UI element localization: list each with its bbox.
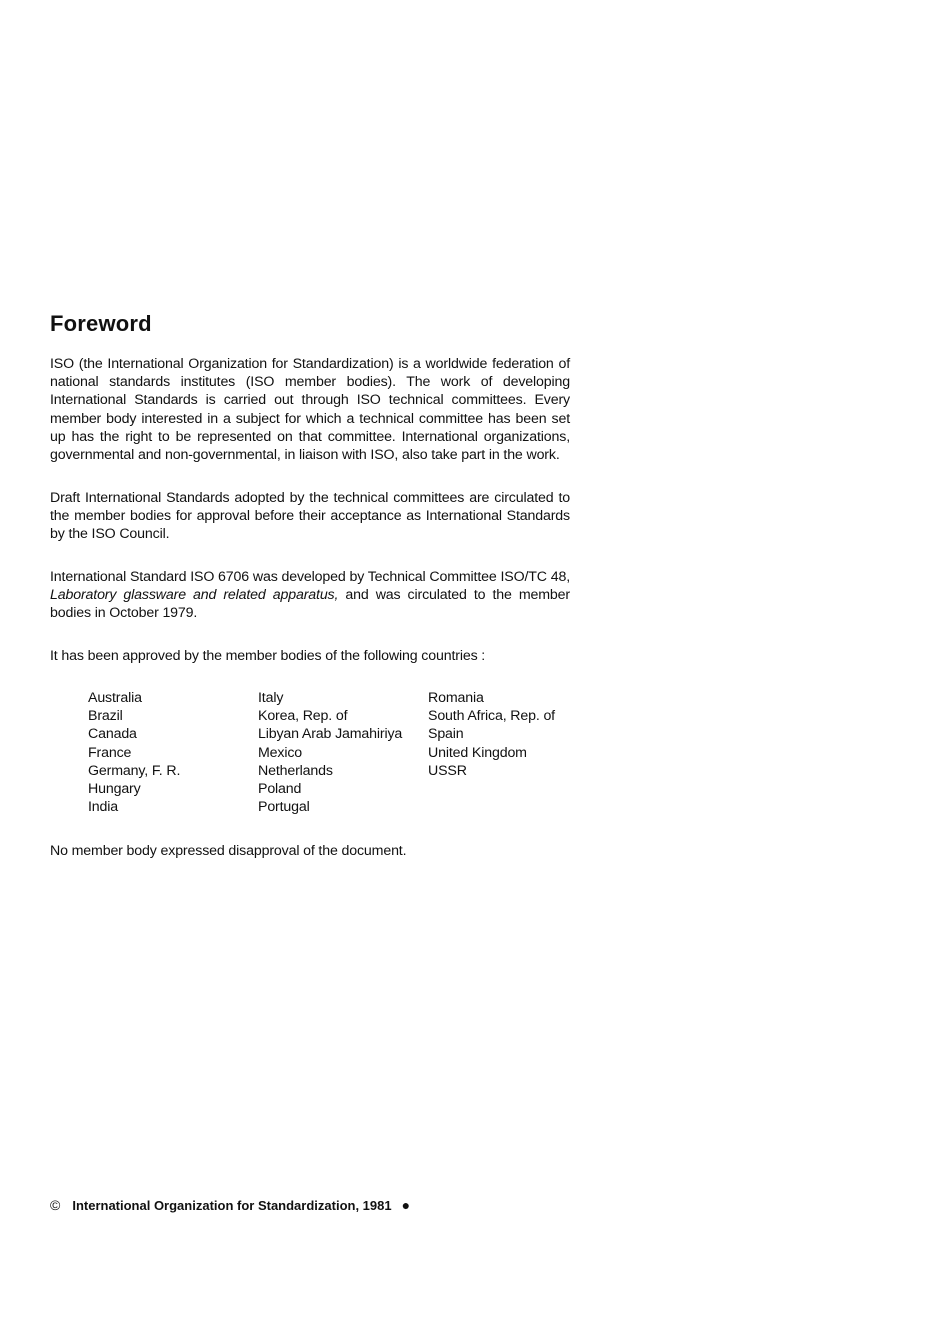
country-item: India	[88, 799, 119, 816]
country-item: Netherlands	[258, 762, 333, 779]
paragraph-standard-development-end: and was circulated to the member bodies in October 1979.	[50, 587, 570, 622]
copyright-text: International Organization for Standardization, 1981	[72, 1198, 392, 1213]
country-item: USSR	[428, 762, 467, 779]
country-item: Canada	[88, 726, 137, 743]
country-item: Korea, Rep. of	[258, 708, 348, 725]
paragraph-standard-development-start: International Standard ISO 6706 was developed by Technical Committee ISO/TC 48,	[50, 569, 570, 585]
paragraph-draft-standards: Draft International Standards adopted by the technical committees are circulated to the member bodies for approval before their acceptance as International Standards by the ISO Council.	[50, 490, 570, 543]
country-column-2	[258, 689, 402, 816]
copyright-symbol: ©	[50, 1197, 61, 1213]
committee-subject-italic: Laboratory glassware and related apparatus,	[50, 587, 339, 604]
country-item: Romania	[428, 690, 484, 706]
country-item: Libyan Arab Jamahiriya	[258, 726, 403, 743]
country-item: Hungary	[88, 781, 141, 798]
country-item: Mexico	[258, 744, 303, 761]
country-item: Portugal	[258, 799, 310, 816]
bullet-icon: ●	[401, 1197, 411, 1213]
paragraph-no-disapproval: No member body expressed disapproval of the document.	[50, 843, 407, 859]
country-column-3	[428, 689, 555, 780]
country-item: France	[88, 744, 132, 761]
country-item: Italy	[258, 690, 284, 706]
country-item: Germany, F. R.	[88, 762, 181, 779]
country-item: Poland	[258, 781, 302, 798]
country-item: Spain	[428, 726, 464, 743]
country-item: United Kingdom	[428, 744, 527, 761]
country-item: South Africa, Rep. of	[428, 708, 555, 725]
country-item: Brazil	[88, 708, 123, 725]
copyright-footer	[50, 1197, 410, 1213]
paragraph-standard-development	[50, 568, 570, 623]
page-title: Foreword	[50, 311, 152, 336]
country-item: Australia	[88, 690, 142, 706]
paragraph-approval-intro: It has been approved by the member bodies of the following countries :	[50, 648, 486, 664]
country-column-1	[88, 689, 180, 816]
paragraph-iso-intro: ISO (the International Organization for Standardization) is a worldwide federation of national standards institutes (ISO member bodies). The work of developing International Standards is carried out through ISO technical committees. Every member body interested in a subject for which a technical committee has been set up has the right to be represented on that committee. International organizations, governmental and non-governmental, in liaison with ISO, also take part in the work.	[50, 356, 570, 464]
